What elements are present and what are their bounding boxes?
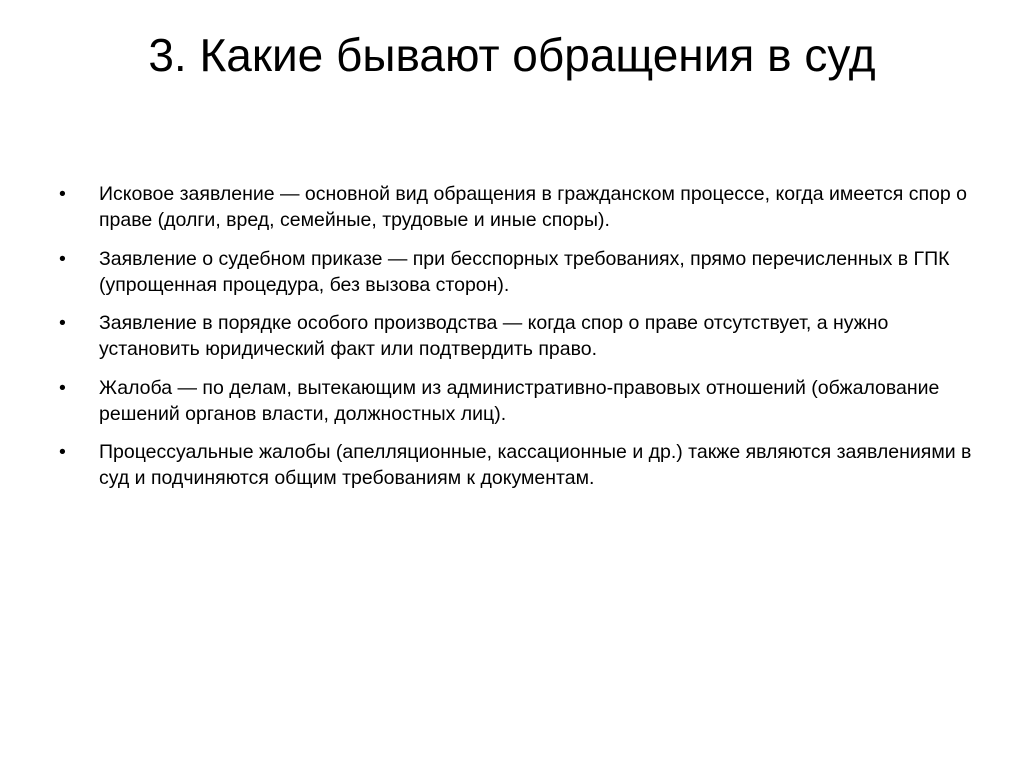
list-item-text: Процессуальные жалобы (апелляционные, кассационные и др.) также являются заявлениями в суд и подчиняются общим требованиям к документам.	[99, 441, 972, 489]
bullet-icon: •	[59, 441, 66, 463]
bullet-icon: •	[59, 376, 66, 399]
list-item-text: Исковое заявление — основной вид обращения в гражданском процессе, когда имеется спор о праве (долги, вред, семейные, трудовые и иные споры).	[99, 183, 968, 231]
bullet-list	[56, 181, 976, 504]
bullet-icon: •	[59, 247, 66, 270]
list-item	[56, 246, 976, 298]
bullet-icon: •	[59, 183, 66, 205]
list-item	[56, 439, 976, 491]
list-item-text: Жалоба — по делам, вытекающим из административно-правовых отношений (обжалование решений органов власти, должностных лиц).	[99, 376, 940, 425]
list-item	[56, 375, 976, 427]
list-item	[56, 310, 976, 362]
bullet-icon: •	[59, 312, 66, 334]
list-item-text: Заявление в порядке особого производства — когда спор о праве отсутствует, а нужно установить юридический факт или подтвердить право.	[99, 312, 889, 360]
list-item-text: Заявление о судебном приказе — при бесспорных требованиях, прямо перечисленных в ГПК (упрощенная процедура, без вызова сторон).	[99, 247, 950, 296]
slide-title: 3. Какие бывают обращения в суд	[148, 29, 876, 81]
list-item	[56, 181, 976, 233]
